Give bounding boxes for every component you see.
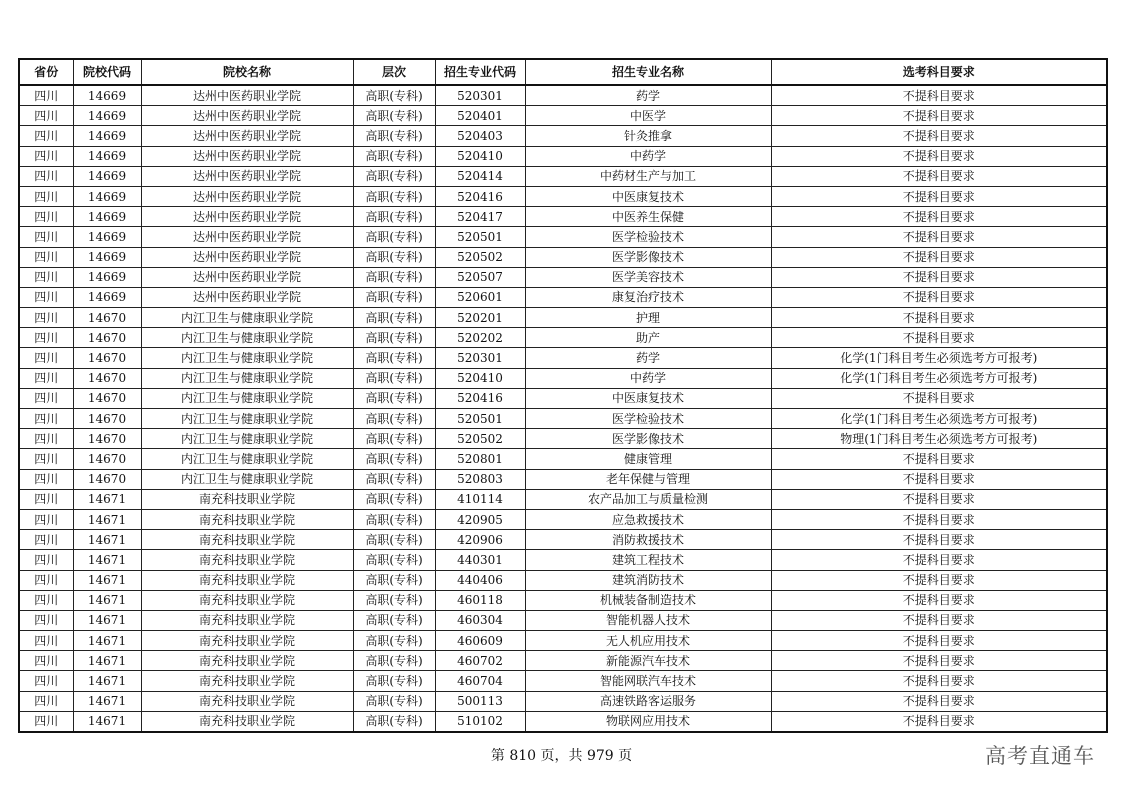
cell-subject-requirement: 不提科目要求 xyxy=(771,247,1107,267)
cell-major-code: 520501 xyxy=(435,409,525,429)
cell-major-code: 460304 xyxy=(435,610,525,630)
cell-subject-requirement: 不提科目要求 xyxy=(771,106,1107,126)
cell-major-name: 无人机应用技术 xyxy=(525,631,771,651)
table-row xyxy=(19,166,1107,186)
cell-major-code: 440406 xyxy=(435,570,525,590)
cell-level: 高职(专科) xyxy=(353,227,435,247)
cell-level: 高职(专科) xyxy=(353,247,435,267)
cell-major-name: 智能机器人技术 xyxy=(525,610,771,630)
table-row xyxy=(19,469,1107,489)
cell-level: 高职(专科) xyxy=(353,671,435,691)
cell-subject-requirement: 不提科目要求 xyxy=(771,610,1107,630)
cell-province: 四川 xyxy=(19,469,73,489)
cell-province: 四川 xyxy=(19,449,73,469)
cell-major-name: 医学检验技术 xyxy=(525,409,771,429)
table-row xyxy=(19,146,1107,166)
header-level: 层次 xyxy=(353,59,435,85)
table-row xyxy=(19,570,1107,590)
cell-school-name: 达州中医药职业学院 xyxy=(141,126,353,146)
cell-subject-requirement: 不提科目要求 xyxy=(771,469,1107,489)
header-major-name: 招生专业名称 xyxy=(525,59,771,85)
cell-subject-requirement: 不提科目要求 xyxy=(771,207,1107,227)
cell-major-code: 460118 xyxy=(435,590,525,610)
watermark-logo: 高考直通车 xyxy=(985,744,1095,768)
cell-major-code: 520301 xyxy=(435,85,525,106)
cell-subject-requirement: 不提科目要求 xyxy=(771,267,1107,287)
cell-province: 四川 xyxy=(19,308,73,328)
table-row xyxy=(19,368,1107,388)
cell-major-code: 520501 xyxy=(435,227,525,247)
cell-province: 四川 xyxy=(19,489,73,509)
cell-province: 四川 xyxy=(19,570,73,590)
cell-major-code: 420906 xyxy=(435,530,525,550)
cell-major-name: 中医康复技术 xyxy=(525,388,771,408)
cell-major-name: 中药学 xyxy=(525,146,771,166)
cell-province: 四川 xyxy=(19,550,73,570)
cell-subject-requirement: 不提科目要求 xyxy=(771,651,1107,671)
cell-school-name: 南充科技职业学院 xyxy=(141,530,353,550)
cell-major-name: 康复治疗技术 xyxy=(525,287,771,307)
cell-school-name: 达州中医药职业学院 xyxy=(141,247,353,267)
cell-level: 高职(专科) xyxy=(353,106,435,126)
header-subject-requirement: 选考科目要求 xyxy=(771,59,1107,85)
cell-level: 高职(专科) xyxy=(353,530,435,550)
cell-level: 高职(专科) xyxy=(353,409,435,429)
header-school-code: 院校代码 xyxy=(73,59,141,85)
cell-school-name: 南充科技职业学院 xyxy=(141,509,353,529)
cell-major-code: 520502 xyxy=(435,247,525,267)
cell-major-name: 助产 xyxy=(525,328,771,348)
table-row xyxy=(19,186,1107,206)
table-row xyxy=(19,631,1107,651)
table-row xyxy=(19,328,1107,348)
cell-level: 高职(专科) xyxy=(353,368,435,388)
cell-subject-requirement: 不提科目要求 xyxy=(771,287,1107,307)
cell-province: 四川 xyxy=(19,287,73,307)
cell-school-code: 14671 xyxy=(73,590,141,610)
page-number: 第 810 页，共 979 页 xyxy=(490,748,633,764)
cell-major-name: 建筑消防技术 xyxy=(525,570,771,590)
cell-level: 高职(专科) xyxy=(353,146,435,166)
cell-school-code: 14669 xyxy=(73,106,141,126)
header-row xyxy=(19,59,1107,85)
cell-province: 四川 xyxy=(19,691,73,711)
cell-school-name: 达州中医药职业学院 xyxy=(141,85,353,106)
cell-subject-requirement: 不提科目要求 xyxy=(771,671,1107,691)
cell-major-code: 520416 xyxy=(435,186,525,206)
cell-school-code: 14671 xyxy=(73,489,141,509)
cell-province: 四川 xyxy=(19,671,73,691)
header-major-code: 招生专业代码 xyxy=(435,59,525,85)
cell-subject-requirement: 不提科目要求 xyxy=(771,388,1107,408)
cell-school-code: 14671 xyxy=(73,631,141,651)
cell-school-code: 14669 xyxy=(73,287,141,307)
cell-major-code: 520502 xyxy=(435,429,525,449)
cell-school-name: 南充科技职业学院 xyxy=(141,651,353,671)
cell-major-code: 420905 xyxy=(435,509,525,529)
cell-school-code: 14671 xyxy=(73,610,141,630)
cell-major-name: 高速铁路客运服务 xyxy=(525,691,771,711)
table-row xyxy=(19,610,1107,630)
admissions-table xyxy=(18,58,1108,733)
cell-level: 高职(专科) xyxy=(353,449,435,469)
cell-subject-requirement: 不提科目要求 xyxy=(771,711,1107,732)
cell-major-name: 医学检验技术 xyxy=(525,227,771,247)
cell-province: 四川 xyxy=(19,631,73,651)
cell-school-name: 内江卫生与健康职业学院 xyxy=(141,469,353,489)
cell-subject-requirement: 不提科目要求 xyxy=(771,146,1107,166)
cell-level: 高职(专科) xyxy=(353,388,435,408)
cell-major-name: 建筑工程技术 xyxy=(525,550,771,570)
cell-school-name: 南充科技职业学院 xyxy=(141,550,353,570)
cell-school-name: 南充科技职业学院 xyxy=(141,590,353,610)
cell-subject-requirement: 化学(1门科目考生必须选考方可报考) xyxy=(771,409,1107,429)
cell-school-code: 14671 xyxy=(73,651,141,671)
cell-school-code: 14669 xyxy=(73,227,141,247)
cell-major-code: 520414 xyxy=(435,166,525,186)
cell-level: 高职(专科) xyxy=(353,308,435,328)
cell-school-name: 达州中医药职业学院 xyxy=(141,227,353,247)
cell-major-code: 520410 xyxy=(435,368,525,388)
cell-subject-requirement: 不提科目要求 xyxy=(771,449,1107,469)
cell-subject-requirement: 不提科目要求 xyxy=(771,126,1107,146)
cell-school-code: 14669 xyxy=(73,146,141,166)
table-row xyxy=(19,651,1107,671)
cell-subject-requirement: 不提科目要求 xyxy=(771,489,1107,509)
cell-school-name: 南充科技职业学院 xyxy=(141,631,353,651)
table-row xyxy=(19,489,1107,509)
cell-major-name: 机械装备制造技术 xyxy=(525,590,771,610)
cell-major-code: 520401 xyxy=(435,106,525,126)
cell-level: 高职(专科) xyxy=(353,287,435,307)
cell-school-code: 14671 xyxy=(73,509,141,529)
cell-school-name: 达州中医药职业学院 xyxy=(141,207,353,227)
cell-province: 四川 xyxy=(19,247,73,267)
cell-major-name: 中药学 xyxy=(525,368,771,388)
cell-school-name: 内江卫生与健康职业学院 xyxy=(141,449,353,469)
cell-school-code: 14670 xyxy=(73,429,141,449)
cell-level: 高职(专科) xyxy=(353,267,435,287)
cell-school-name: 达州中医药职业学院 xyxy=(141,166,353,186)
cell-province: 四川 xyxy=(19,711,73,732)
cell-major-code: 410114 xyxy=(435,489,525,509)
cell-subject-requirement: 物理(1门科目考生必须选考方可报考) xyxy=(771,429,1107,449)
cell-major-name: 智能网联汽车技术 xyxy=(525,671,771,691)
cell-school-name: 内江卫生与健康职业学院 xyxy=(141,308,353,328)
cell-province: 四川 xyxy=(19,207,73,227)
cell-level: 高职(专科) xyxy=(353,509,435,529)
table-row xyxy=(19,691,1107,711)
header-school-name: 院校名称 xyxy=(141,59,353,85)
cell-level: 高职(专科) xyxy=(353,570,435,590)
cell-major-code: 460609 xyxy=(435,631,525,651)
table-row xyxy=(19,509,1107,529)
cell-school-code: 14671 xyxy=(73,671,141,691)
cell-level: 高职(专科) xyxy=(353,691,435,711)
cell-province: 四川 xyxy=(19,590,73,610)
cell-subject-requirement: 化学(1门科目考生必须选考方可报考) xyxy=(771,368,1107,388)
cell-major-name: 物联网应用技术 xyxy=(525,711,771,732)
table-row xyxy=(19,409,1107,429)
cell-major-code: 520801 xyxy=(435,449,525,469)
cell-major-code: 520803 xyxy=(435,469,525,489)
cell-level: 高职(专科) xyxy=(353,711,435,732)
cell-province: 四川 xyxy=(19,610,73,630)
cell-province: 四川 xyxy=(19,651,73,671)
cell-level: 高职(专科) xyxy=(353,429,435,449)
cell-school-code: 14669 xyxy=(73,126,141,146)
cell-province: 四川 xyxy=(19,328,73,348)
cell-major-name: 中药材生产与加工 xyxy=(525,166,771,186)
cell-school-code: 14670 xyxy=(73,368,141,388)
cell-school-code: 14669 xyxy=(73,267,141,287)
table-row xyxy=(19,267,1107,287)
table-row xyxy=(19,449,1107,469)
cell-province: 四川 xyxy=(19,368,73,388)
cell-major-code: 520507 xyxy=(435,267,525,287)
cell-subject-requirement: 不提科目要求 xyxy=(771,530,1107,550)
cell-level: 高职(专科) xyxy=(353,631,435,651)
table-row xyxy=(19,671,1107,691)
cell-subject-requirement: 不提科目要求 xyxy=(771,590,1107,610)
cell-level: 高职(专科) xyxy=(353,489,435,509)
cell-major-name: 老年保健与管理 xyxy=(525,469,771,489)
cell-level: 高职(专科) xyxy=(353,328,435,348)
cell-major-code: 520601 xyxy=(435,287,525,307)
cell-level: 高职(专科) xyxy=(353,550,435,570)
cell-province: 四川 xyxy=(19,227,73,247)
table-header xyxy=(19,59,1107,85)
cell-school-name: 南充科技职业学院 xyxy=(141,671,353,691)
cell-major-name: 医学美容技术 xyxy=(525,267,771,287)
cell-school-name: 内江卫生与健康职业学院 xyxy=(141,348,353,368)
cell-subject-requirement: 不提科目要求 xyxy=(771,691,1107,711)
cell-major-name: 医学影像技术 xyxy=(525,247,771,267)
cell-school-name: 南充科技职业学院 xyxy=(141,711,353,732)
cell-major-name: 医学影像技术 xyxy=(525,429,771,449)
table-row xyxy=(19,530,1107,550)
table-row xyxy=(19,388,1107,408)
cell-major-code: 520301 xyxy=(435,348,525,368)
cell-major-code: 520201 xyxy=(435,308,525,328)
cell-school-name: 南充科技职业学院 xyxy=(141,489,353,509)
cell-subject-requirement: 不提科目要求 xyxy=(771,227,1107,247)
cell-level: 高职(专科) xyxy=(353,348,435,368)
table-row xyxy=(19,126,1107,146)
cell-province: 四川 xyxy=(19,388,73,408)
cell-province: 四川 xyxy=(19,126,73,146)
cell-school-code: 14671 xyxy=(73,691,141,711)
table-row xyxy=(19,711,1107,732)
table-body xyxy=(19,85,1107,732)
cell-school-code: 14670 xyxy=(73,449,141,469)
cell-school-code: 14670 xyxy=(73,328,141,348)
cell-subject-requirement: 不提科目要求 xyxy=(771,308,1107,328)
cell-major-code: 520403 xyxy=(435,126,525,146)
cell-major-code: 520417 xyxy=(435,207,525,227)
cell-major-code: 520416 xyxy=(435,388,525,408)
cell-school-code: 14669 xyxy=(73,85,141,106)
cell-province: 四川 xyxy=(19,106,73,126)
cell-school-name: 内江卫生与健康职业学院 xyxy=(141,429,353,449)
cell-school-name: 达州中医药职业学院 xyxy=(141,146,353,166)
cell-major-code: 500113 xyxy=(435,691,525,711)
table-row xyxy=(19,287,1107,307)
cell-level: 高职(专科) xyxy=(353,126,435,146)
cell-major-name: 中医养生保健 xyxy=(525,207,771,227)
cell-major-name: 中医学 xyxy=(525,106,771,126)
cell-major-code: 440301 xyxy=(435,550,525,570)
cell-school-name: 内江卫生与健康职业学院 xyxy=(141,409,353,429)
cell-province: 四川 xyxy=(19,530,73,550)
table-row xyxy=(19,348,1107,368)
cell-school-name: 南充科技职业学院 xyxy=(141,610,353,630)
cell-school-code: 14669 xyxy=(73,166,141,186)
cell-province: 四川 xyxy=(19,429,73,449)
cell-school-name: 内江卫生与健康职业学院 xyxy=(141,328,353,348)
cell-level: 高职(专科) xyxy=(353,590,435,610)
cell-province: 四川 xyxy=(19,186,73,206)
cell-level: 高职(专科) xyxy=(353,651,435,671)
cell-school-code: 14671 xyxy=(73,570,141,590)
cell-subject-requirement: 不提科目要求 xyxy=(771,166,1107,186)
cell-school-name: 南充科技职业学院 xyxy=(141,691,353,711)
cell-subject-requirement: 化学(1门科目考生必须选考方可报考) xyxy=(771,348,1107,368)
cell-school-name: 达州中医药职业学院 xyxy=(141,186,353,206)
cell-major-name: 中医康复技术 xyxy=(525,186,771,206)
cell-level: 高职(专科) xyxy=(353,610,435,630)
cell-school-code: 14670 xyxy=(73,388,141,408)
cell-school-code: 14669 xyxy=(73,207,141,227)
table-row xyxy=(19,207,1107,227)
table-row xyxy=(19,227,1107,247)
cell-school-code: 14670 xyxy=(73,348,141,368)
table-row xyxy=(19,590,1107,610)
cell-subject-requirement: 不提科目要求 xyxy=(771,570,1107,590)
cell-major-name: 药学 xyxy=(525,85,771,106)
cell-major-name: 消防救援技术 xyxy=(525,530,771,550)
cell-subject-requirement: 不提科目要求 xyxy=(771,85,1107,106)
table-row xyxy=(19,247,1107,267)
cell-school-code: 14671 xyxy=(73,711,141,732)
cell-level: 高职(专科) xyxy=(353,469,435,489)
cell-subject-requirement: 不提科目要求 xyxy=(771,550,1107,570)
cell-major-code: 520410 xyxy=(435,146,525,166)
cell-major-name: 护理 xyxy=(525,308,771,328)
cell-school-name: 南充科技职业学院 xyxy=(141,570,353,590)
table-row xyxy=(19,550,1107,570)
cell-subject-requirement: 不提科目要求 xyxy=(771,631,1107,651)
cell-province: 四川 xyxy=(19,267,73,287)
cell-school-code: 14670 xyxy=(73,308,141,328)
cell-subject-requirement: 不提科目要求 xyxy=(771,509,1107,529)
table-row xyxy=(19,85,1107,106)
cell-school-code: 14670 xyxy=(73,469,141,489)
cell-major-name: 新能源汽车技术 xyxy=(525,651,771,671)
cell-major-code: 460702 xyxy=(435,651,525,671)
cell-level: 高职(专科) xyxy=(353,85,435,106)
table-row xyxy=(19,429,1107,449)
cell-level: 高职(专科) xyxy=(353,207,435,227)
cell-major-code: 460704 xyxy=(435,671,525,691)
cell-school-name: 达州中医药职业学院 xyxy=(141,287,353,307)
cell-level: 高职(专科) xyxy=(353,166,435,186)
cell-major-name: 农产品加工与质量检测 xyxy=(525,489,771,509)
cell-school-code: 14671 xyxy=(73,550,141,570)
cell-school-name: 内江卫生与健康职业学院 xyxy=(141,368,353,388)
cell-province: 四川 xyxy=(19,348,73,368)
cell-school-code: 14670 xyxy=(73,409,141,429)
table-row xyxy=(19,308,1107,328)
cell-school-code: 14669 xyxy=(73,186,141,206)
cell-school-code: 14669 xyxy=(73,247,141,267)
cell-subject-requirement: 不提科目要求 xyxy=(771,328,1107,348)
cell-province: 四川 xyxy=(19,509,73,529)
cell-major-name: 药学 xyxy=(525,348,771,368)
cell-school-name: 达州中医药职业学院 xyxy=(141,267,353,287)
cell-subject-requirement: 不提科目要求 xyxy=(771,186,1107,206)
cell-major-code: 520202 xyxy=(435,328,525,348)
cell-major-name: 健康管理 xyxy=(525,449,771,469)
table-row xyxy=(19,106,1107,126)
cell-province: 四川 xyxy=(19,409,73,429)
cell-level: 高职(专科) xyxy=(353,186,435,206)
cell-major-code: 510102 xyxy=(435,711,525,732)
cell-major-name: 针灸推拿 xyxy=(525,126,771,146)
cell-school-name: 达州中医药职业学院 xyxy=(141,106,353,126)
cell-school-name: 内江卫生与健康职业学院 xyxy=(141,388,353,408)
cell-province: 四川 xyxy=(19,85,73,106)
cell-major-name: 应急救援技术 xyxy=(525,509,771,529)
header-province: 省份 xyxy=(19,59,73,85)
cell-province: 四川 xyxy=(19,166,73,186)
cell-province: 四川 xyxy=(19,146,73,166)
cell-school-code: 14671 xyxy=(73,530,141,550)
